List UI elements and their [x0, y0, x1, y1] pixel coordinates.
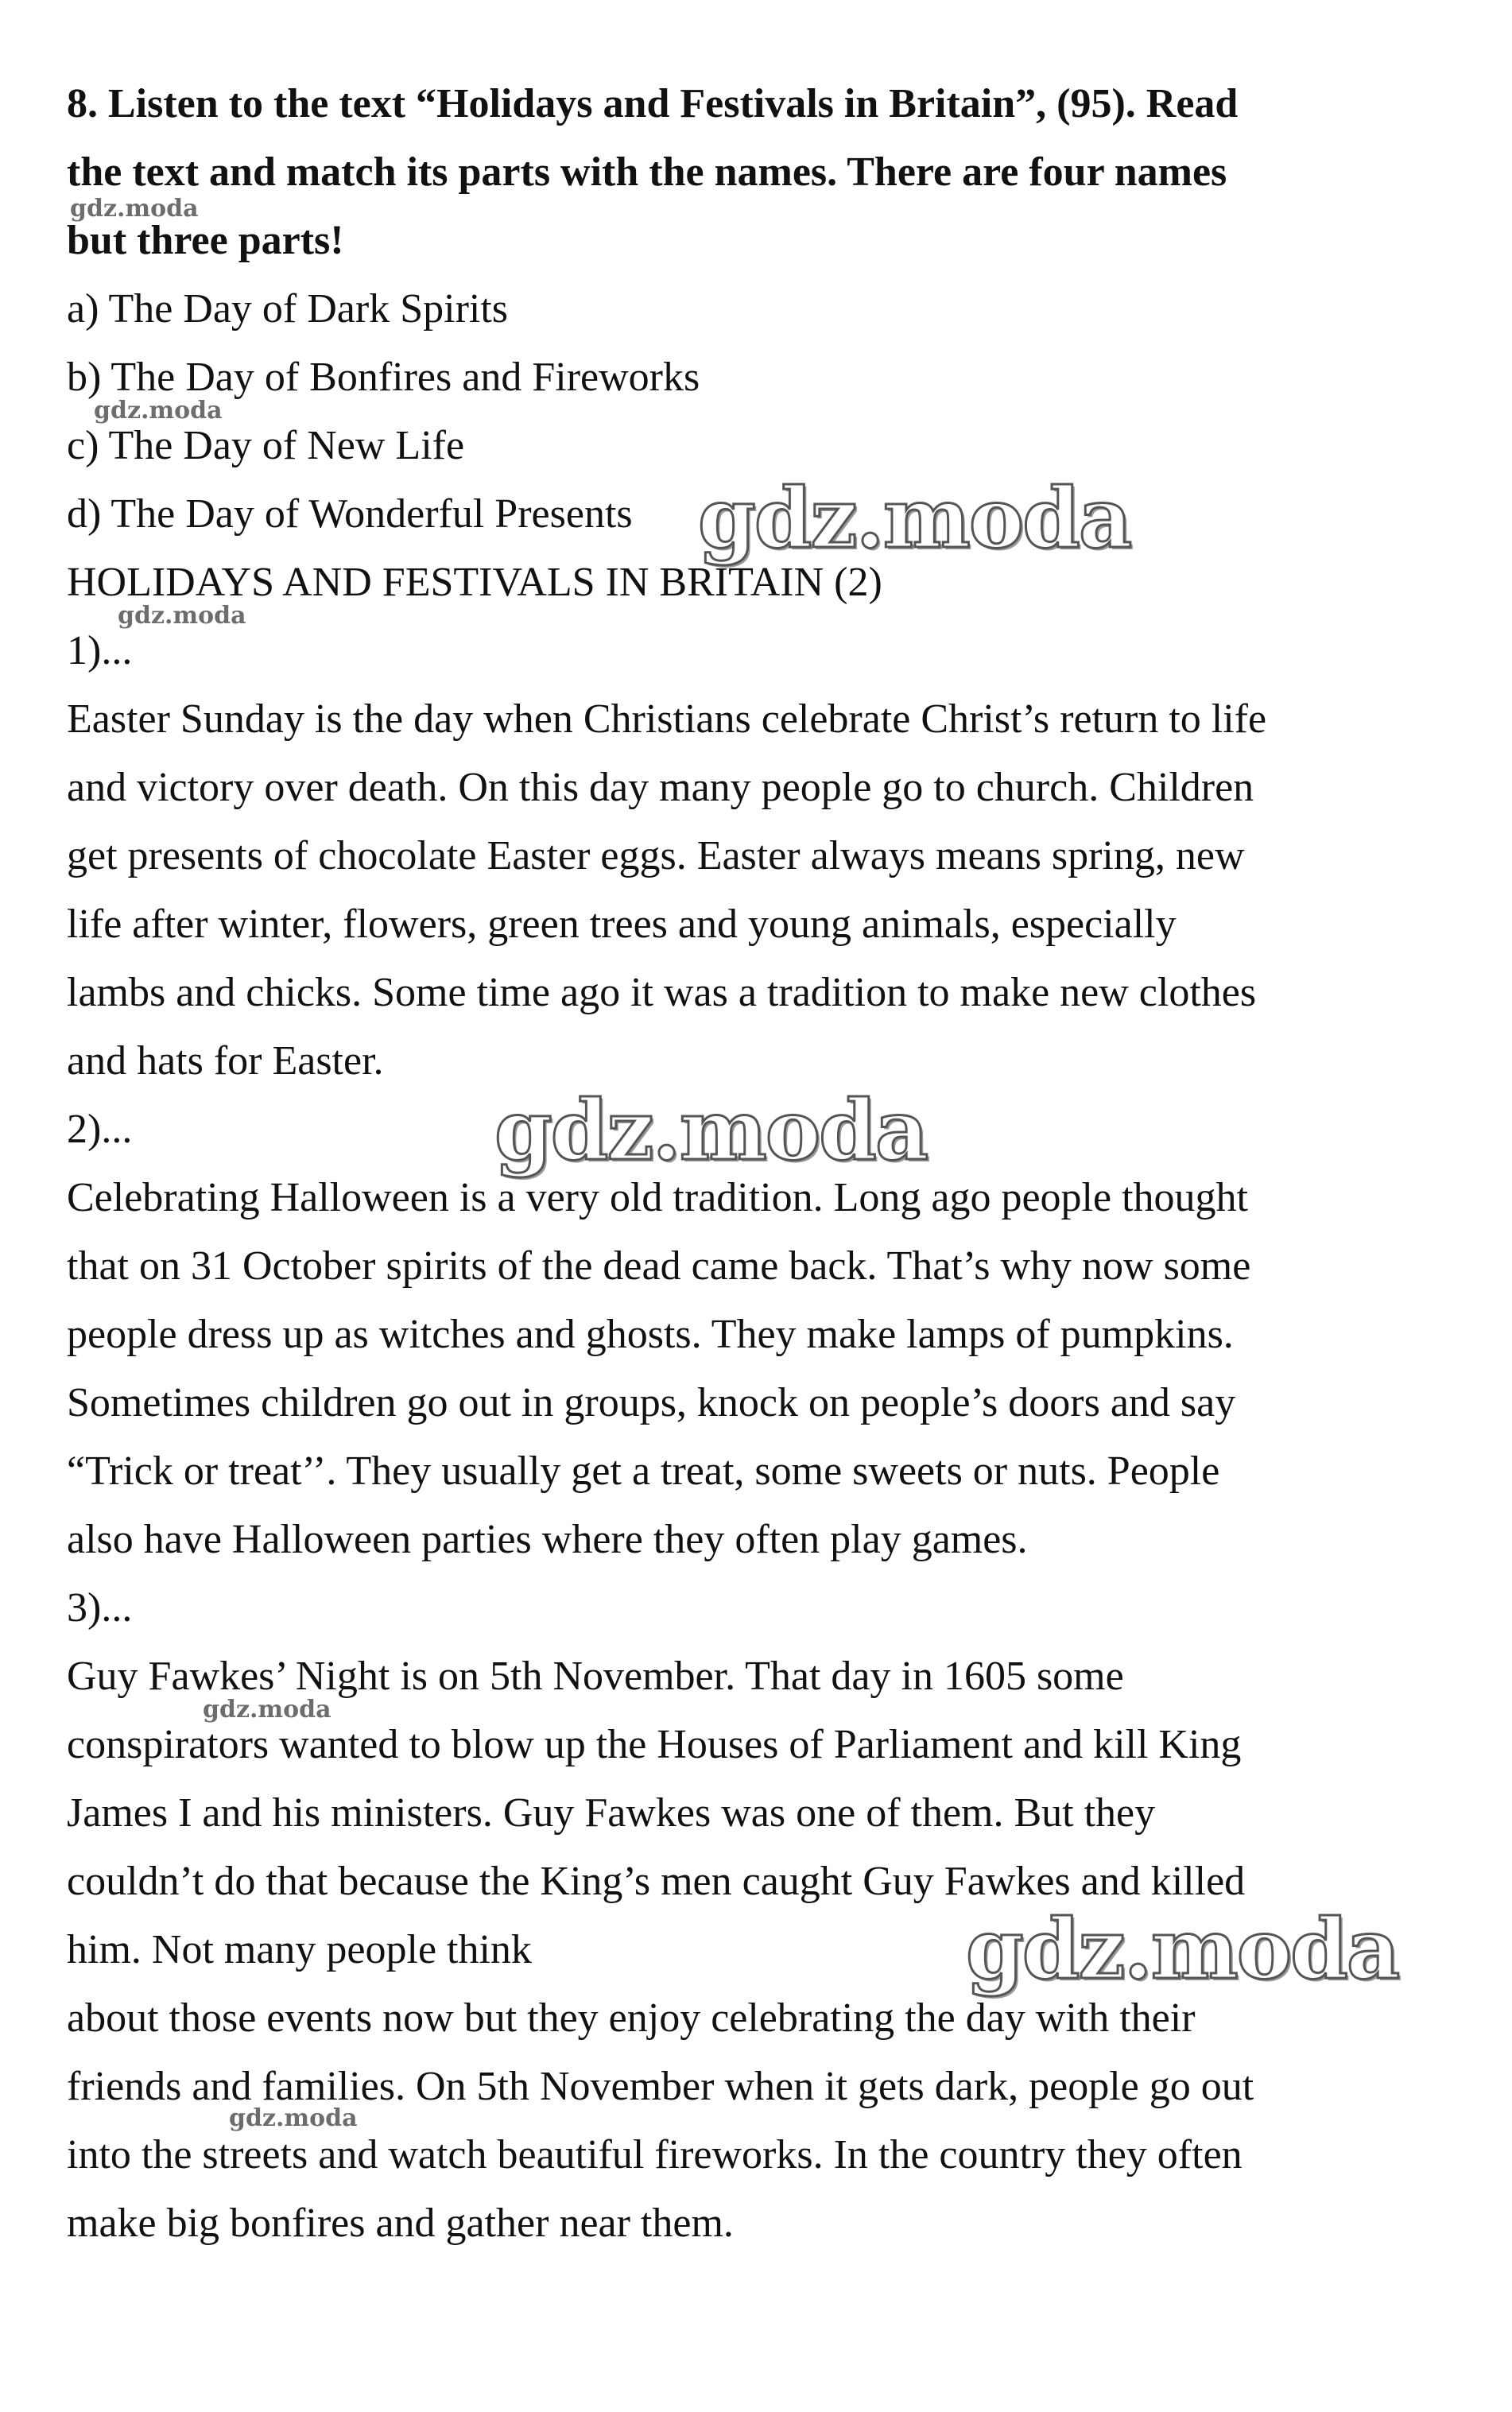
part-3-line: Guy Fawkes’ Night is on 5th November. That day in 1605 some — [67, 1654, 1124, 1699]
part-2-line: “Trick or treat’’. They usually get a treat, some sweets or nuts. People — [67, 1448, 1220, 1494]
part-3-line: James I and his ministers. Guy Fawkes was one of them. But they — [67, 1790, 1156, 1836]
task-heading-line-2: the text and match its parts with the names. There are four names — [67, 149, 1227, 195]
part-marker-1: 1)... — [67, 628, 133, 673]
part-3-line: into the streets and watch beautiful fireworks. In the country they often — [67, 2132, 1243, 2177]
watermark-large: gdz.moda — [698, 469, 1131, 567]
part-1-line: lambs and chicks. Some time ago it was a tradition to make new clothes — [67, 970, 1257, 1015]
option-c: c) The Day of New Life — [67, 423, 465, 468]
part-3-line: couldn’t do that because the King’s men caught Guy Fawkes and killed — [67, 1859, 1246, 1904]
option-d: d) The Day of Wonderful Presents — [67, 491, 633, 537]
watermark-small: gdz.moda — [94, 397, 223, 425]
watermark-small: gdz.moda — [229, 2104, 358, 2132]
part-3-line: make big bonfires and gather near them. — [67, 2201, 734, 2246]
watermark-small: gdz.moda — [118, 602, 246, 630]
part-3-line: friends and families. On 5th November when it gets dark, people go out — [67, 2064, 1254, 2109]
part-2-line: Sometimes children go out in groups, knock on people’s doors and say — [67, 1380, 1236, 1425]
option-a: a) The Day of Dark Spirits — [67, 286, 509, 332]
part-1-line: Easter Sunday is the day when Christians celebrate Christ’s return to life — [67, 696, 1267, 742]
part-1-line: and victory over death. On this day many people go to church. Children — [67, 765, 1254, 810]
part-1-line: life after winter, flowers, green trees and young animals, especially — [67, 902, 1177, 947]
part-3-line: conspirators wanted to blow up the Houses of Parliament and kill King — [67, 1722, 1242, 1767]
part-2-line: people dress up as witches and ghosts. They make lamps of pumpkins. — [67, 1312, 1234, 1357]
option-b: b) The Day of Bonfires and Fireworks — [67, 355, 700, 400]
watermark-small: gdz.moda — [203, 1696, 331, 1724]
part-2-line: Celebrating Halloween is a very old tradition. Long ago people thought — [67, 1175, 1248, 1220]
part-3-line: about those events now but they enjoy celebrating the day with their — [67, 1995, 1196, 2041]
task-heading-line-1: 8. Listen to the text “Holidays and Festivals in Britain”, (95). Read — [67, 81, 1239, 126]
part-3-line: him. Not many people think — [67, 1927, 532, 1972]
part-marker-3: 3)... — [67, 1585, 133, 1631]
watermark-large: gdz.moda — [494, 1081, 928, 1179]
watermark-small: gdz.moda — [70, 195, 199, 223]
task-heading-line-3: but three parts! — [67, 218, 344, 263]
part-marker-2: 2)... — [67, 1107, 133, 1152]
part-1-line: get presents of chocolate Easter eggs. Easter always means spring, new — [67, 833, 1245, 878]
watermark-large: gdz.moda — [966, 1900, 1399, 1998]
part-2-line: also have Halloween parties where they often play games. — [67, 1517, 1028, 1562]
part-1-line: and hats for Easter. — [67, 1038, 384, 1084]
part-2-line: that on 31 October spirits of the dead came back. That’s why now some — [67, 1243, 1251, 1289]
article-title: HOLIDAYS AND FESTIVALS IN BRITAIN (2) — [67, 560, 882, 605]
